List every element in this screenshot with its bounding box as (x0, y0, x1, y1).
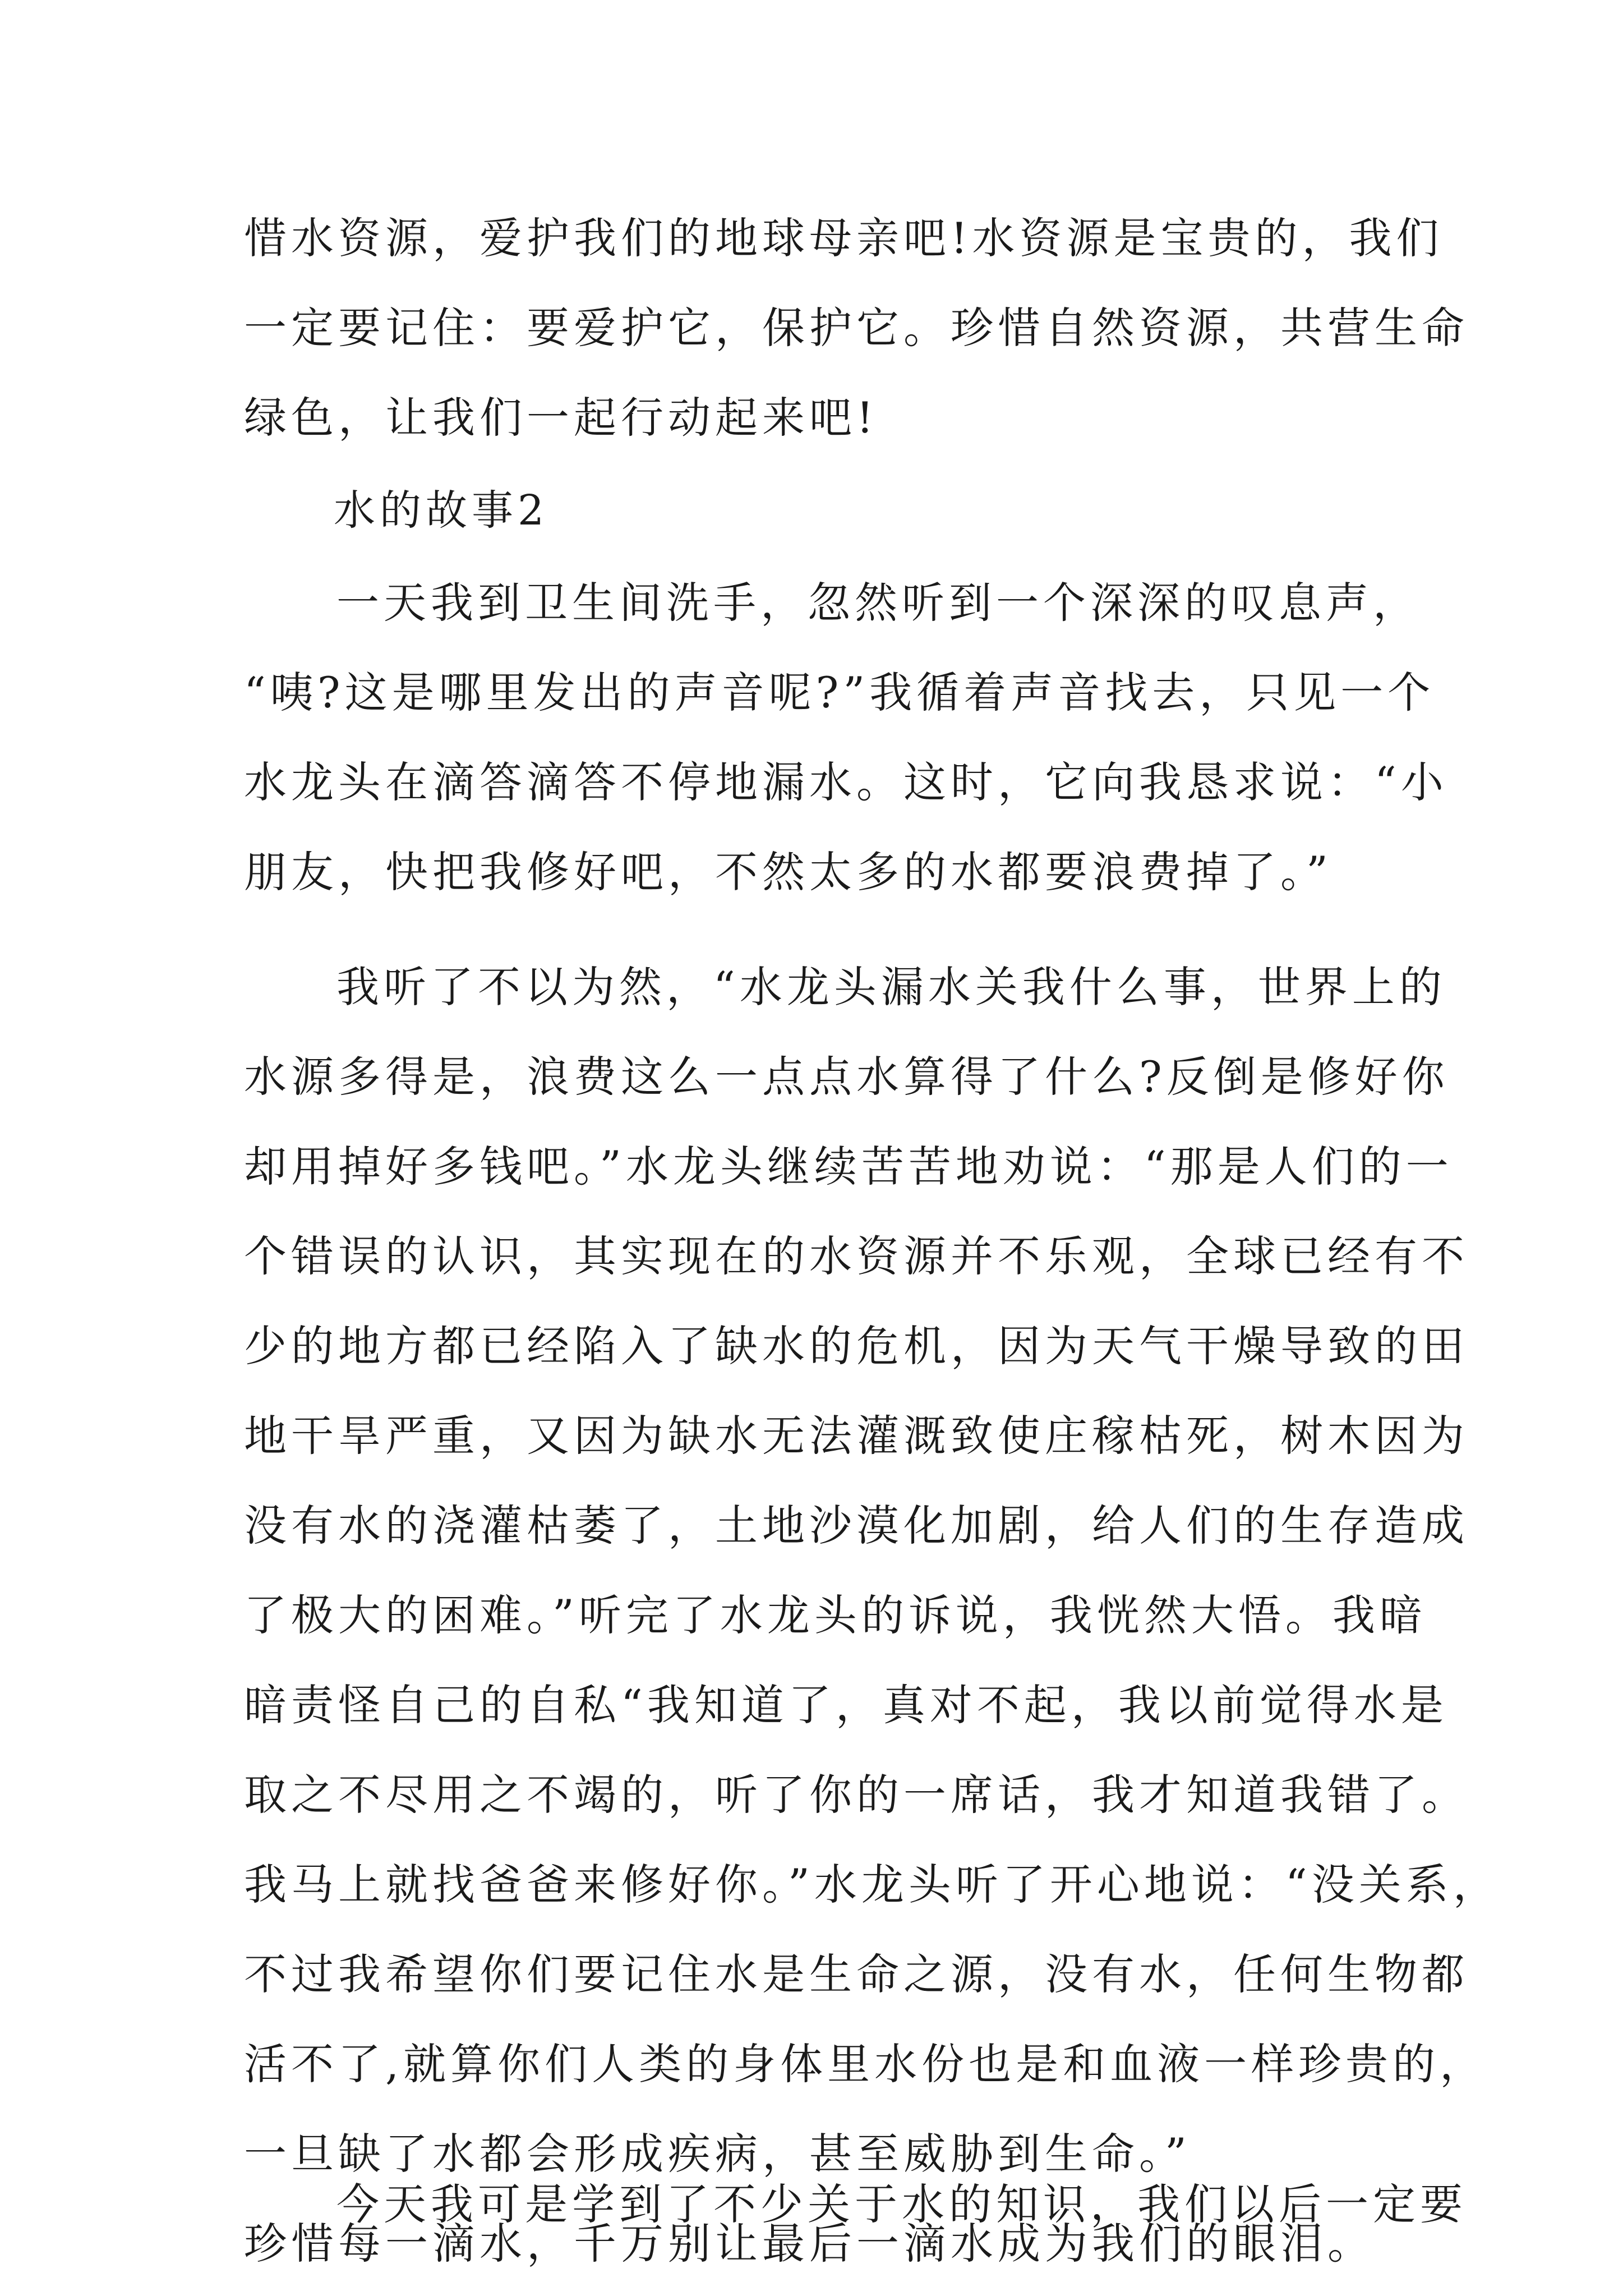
text-line: 取之不尽用之不竭的，听了你的一席话，我才知道我错了。 (244, 1770, 1469, 1820)
text-line: 活不了,就算你们人类的身体里水份也是和血液一样珍贵的， (244, 2039, 1487, 2089)
section-heading: 水的故事2 (334, 486, 549, 535)
text-line: “咦?这是哪里发出的声音呢?”我循着声音找去，只见一个 (244, 668, 1435, 717)
text-line: 了极大的困难。”听完了水龙头的诉说，我恍然大悟。我暗 (244, 1590, 1427, 1640)
text-line: 绿色，让我们一起行动起来吧! (244, 393, 878, 443)
text-line: 珍惜每一滴水，千万别让最后一滴水成为我们的眼泪。 (244, 2219, 1375, 2269)
text-line: 却用掉好多钱吧。”水龙头继续苦苦地劝说：“那是人们的一 (244, 1142, 1453, 1191)
text-line: 水源多得是，浪费这么一点点水算得了什么?反倒是修好你 (244, 1052, 1449, 1102)
text-line: 暗责怪自己的自私“我知道了，真对不起，我以前觉得水是 (244, 1680, 1448, 1730)
text-line: 没有水的浇灌枯萎了，土地沙漠化加剧，给人们的生存造成 (244, 1501, 1469, 1550)
text-line: 朋友，快把我修好吧，不然太多的水都要浪费掉了。” (244, 847, 1332, 897)
text-line: 我马上就找爸爸来修好你。”水龙头听了开心地说：“没关系， (244, 1860, 1500, 1910)
text-line: 今天我可是学到了不少关于水的知识，我们以后一定要 (336, 2179, 1467, 2229)
text-line: 一定要记住：要爱护它，保护它。珍惜自然资源，共营生命 (244, 303, 1469, 353)
text-line: 地干旱严重，又因为缺水无法灌溉致使庄稼枯死，树木因为 (244, 1411, 1469, 1461)
text-line: 一旦缺了水都会形成疾病，甚至威胁到生命。” (244, 2129, 1191, 2179)
text-line: 一天我到卫生间洗手，忽然听到一个深深的叹息声， (336, 578, 1420, 628)
text-line: 惜水资源，爱护我们的地球母亲吧!水资源是宝贵的，我们 (244, 213, 1444, 263)
text-line: 水龙头在滴答滴答不停地漏水。这时，它向我恳求说：“小 (244, 757, 1448, 807)
text-line: 个错误的认识，其实现在的水资源并不乐观，全球已经有不 (244, 1231, 1469, 1281)
text-line: 少的地方都已经陷入了缺水的危机，因为天气干燥导致的田 (244, 1321, 1469, 1371)
text-line: 不过我希望你们要记住水是生命之源，没有水，任何生物都 (244, 1949, 1469, 1999)
text-line: 我听了不以为然，“水龙头漏水关我什么事，世界上的 (336, 962, 1446, 1012)
